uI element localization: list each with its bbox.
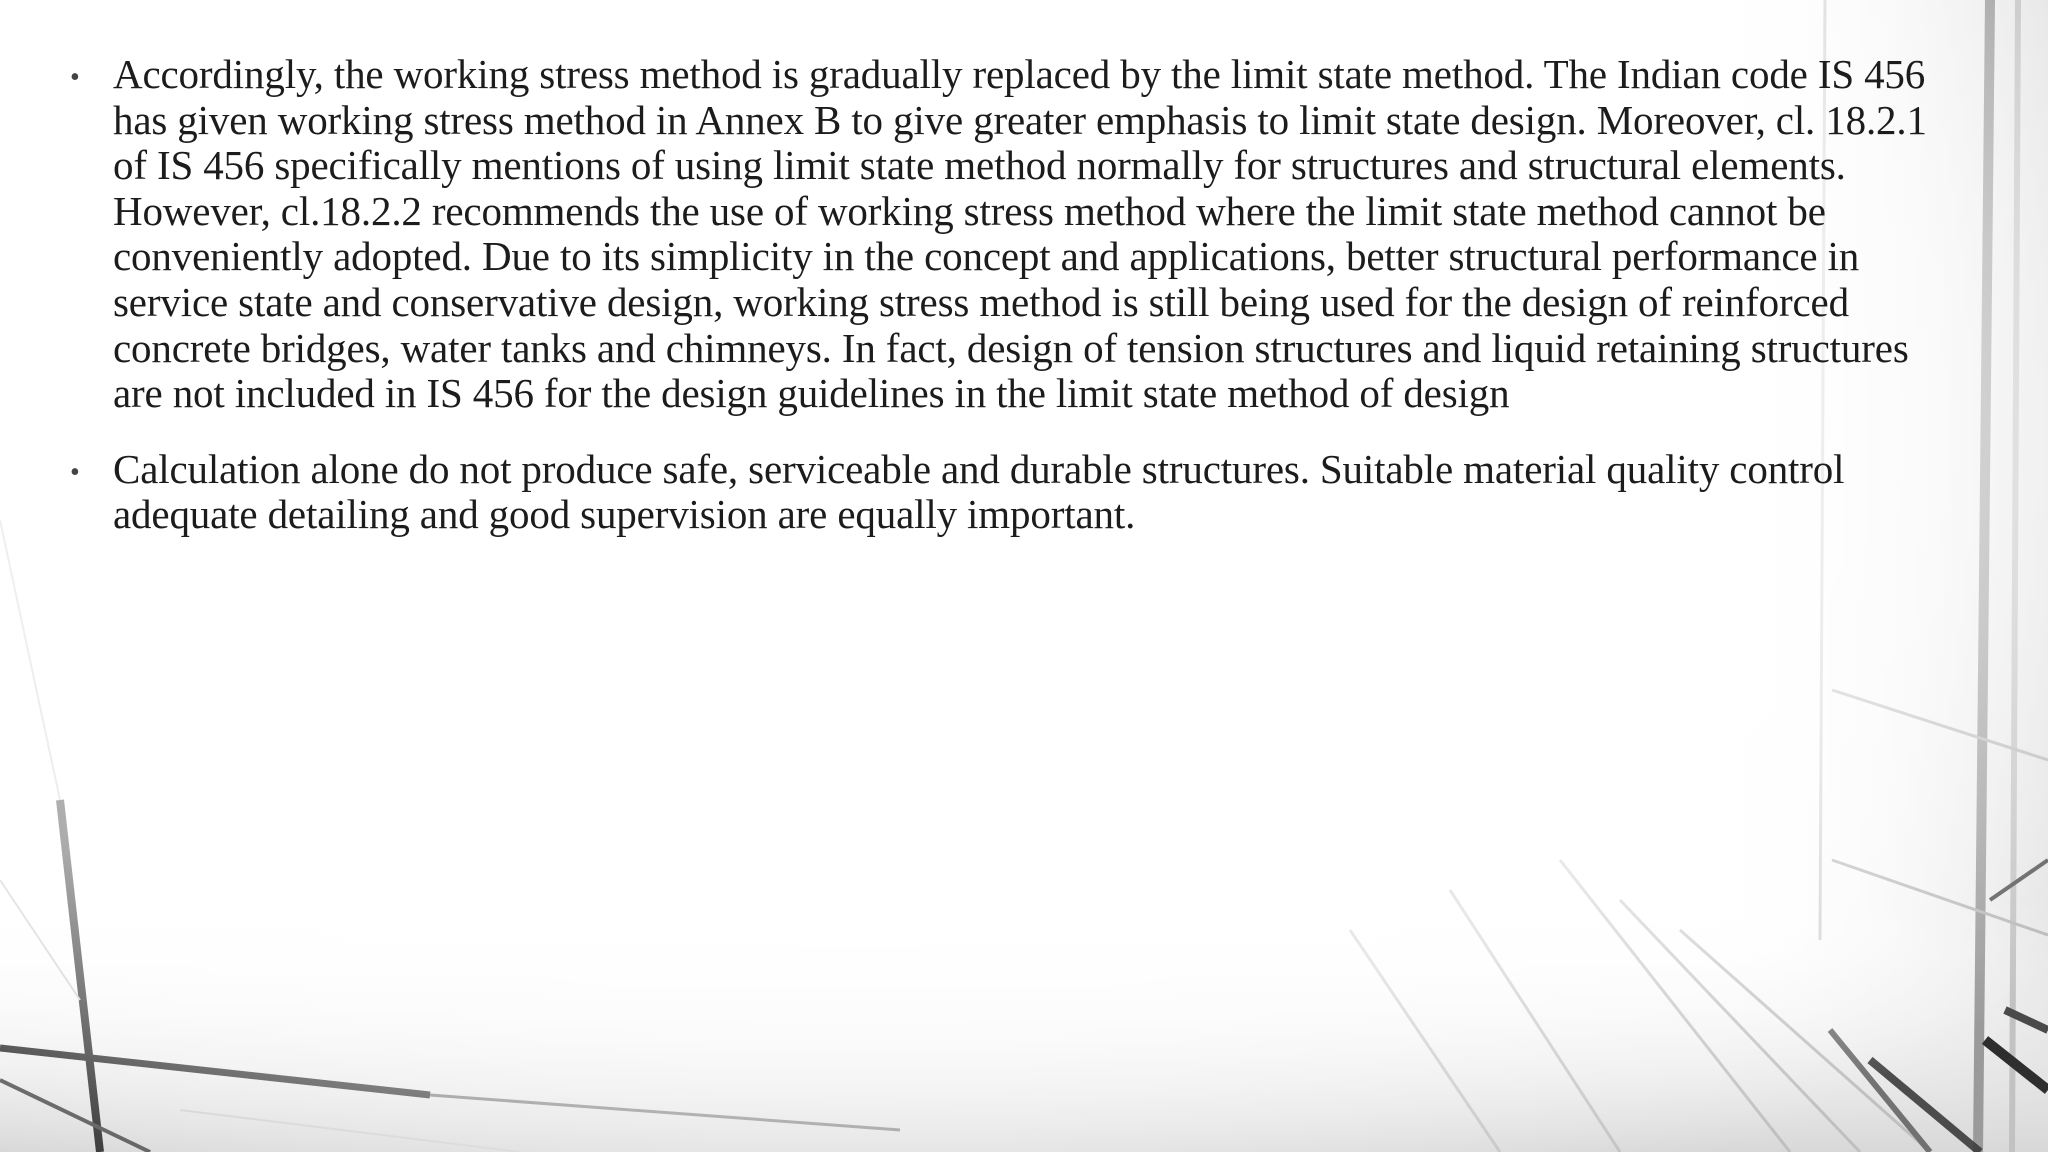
bullet-text: Accordingly, the working stress method is gradually replaced by the limit state method. The Indian code IS 456 has given working stress method in Annex B to give greater emphasis to limit state design. Moreover, cl. 18.2.1 of IS 456 specifically mentions of using limit state method normally for structures and structural elements. However, cl.18.2.2 recommends the use of working stress method where the limit state method cannot be conveniently adopted. Due to its simplicity in the concept and applications, better structural performance in service state and conservative design, working stress method is still being used for the design of reinforced concrete bridges, water tanks and chimneys. In fact, design of tension structures and liquid retaining structures are not included in IS 456 for the design guidelines in the limit state method of design bbox=[113, 51, 1927, 417]
bullet-text: Calculation alone do not produce safe, serviceable and durable structures. Suitable material quality control adequate detailing and good supervision are equally important. bbox=[113, 445, 1845, 538]
bullet-item bbox=[70, 447, 1960, 538]
slide-content bbox=[70, 52, 1960, 568]
bullet-marker: • bbox=[70, 62, 80, 93]
bullet-item bbox=[70, 52, 1960, 417]
bullet-marker: • bbox=[70, 456, 80, 488]
